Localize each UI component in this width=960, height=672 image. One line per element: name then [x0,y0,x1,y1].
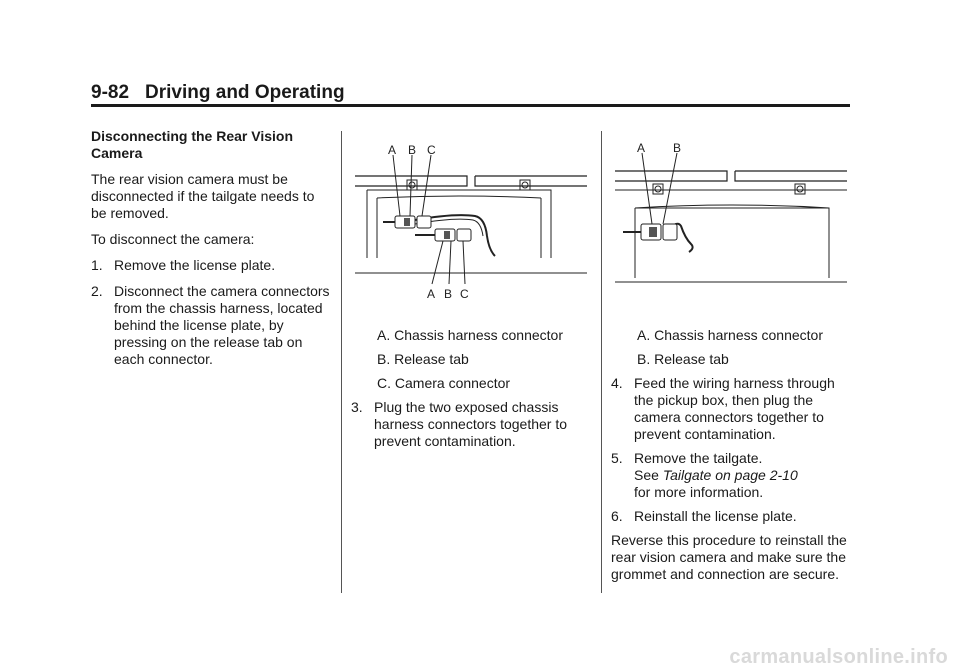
step-text: Disconnect the camera connectors from the chassis harness, located behind the license plate, by pressing on the release tab on each connector. [114,283,330,367]
figure-connectors-three [355,138,587,313]
step-number: 2. [91,283,103,299]
figure-connectors-two [615,138,847,291]
callout-a-bottom: A [427,287,436,301]
callout-b-top: B [408,143,417,157]
watermark-logo: carmanualsonline.info [729,646,948,668]
step-5 [611,450,856,501]
intro-paragraph: The rear vision camera must be disconnected if the tailgate needs to be removed. [91,171,315,221]
step-4 [611,375,856,443]
step-text-tail: for more information. [634,484,764,500]
column-divider-right [601,131,602,593]
legend-item-b: B. Release tab [637,351,729,367]
column-divider-left [341,131,342,593]
page-header [91,82,345,104]
legend-item-c: C. Camera connector [377,375,511,391]
legend-item-a: A. Chassis harness connector [637,327,823,343]
callout-a: A [637,141,646,155]
header-rule [91,104,850,107]
figure-connectors-two-illustration [615,138,847,286]
step-number: 3. [351,399,363,415]
lead-paragraph: To disconnect the camera: [91,231,255,247]
step-text: Feed the wiring harness through the pickup box, then plug the camera connectors together to prevent contamination. [634,375,835,442]
step-number: 4. [611,375,623,391]
step-text: Reinstall the license plate. [634,508,797,524]
callout-b: B [673,141,682,155]
cross-reference-link[interactable]: Tailgate on page 2-10 [662,467,798,483]
legend-item-b: B. Release tab [377,351,469,367]
section-title: Driving and Operating [145,82,345,103]
section-heading: Disconnecting the Rear Vision Camera [91,128,294,161]
step-2 [91,283,331,368]
closing-paragraph: Reverse this procedure to reinstall the rear vision camera and make sure the grommet and connection are secure. [611,532,847,582]
callout-c-top: C [427,143,436,157]
step-text-line1: Remove the tailgate. [634,450,763,466]
callout-b-bottom: B [444,287,453,301]
see-label: See [634,467,663,483]
step-text: Plug the two exposed chassis harness connectors together to prevent contamination. [374,399,568,449]
step-1 [91,257,331,274]
step-3 [351,399,591,450]
figure-connectors-three-illustration [355,138,587,308]
callout-c-bottom: C [460,287,469,301]
right-column [611,327,856,583]
step-6 [611,508,856,525]
step-number: 6. [611,508,623,524]
legend-item-a: A. Chassis harness connector [377,327,563,343]
callout-a-top: A [388,143,397,157]
step-number: 1. [91,257,103,273]
page-number: 9-82 [91,82,130,103]
step-text: Remove the license plate. [114,257,276,273]
left-column [91,128,331,368]
middle-column [351,327,591,450]
step-number: 5. [611,450,623,466]
